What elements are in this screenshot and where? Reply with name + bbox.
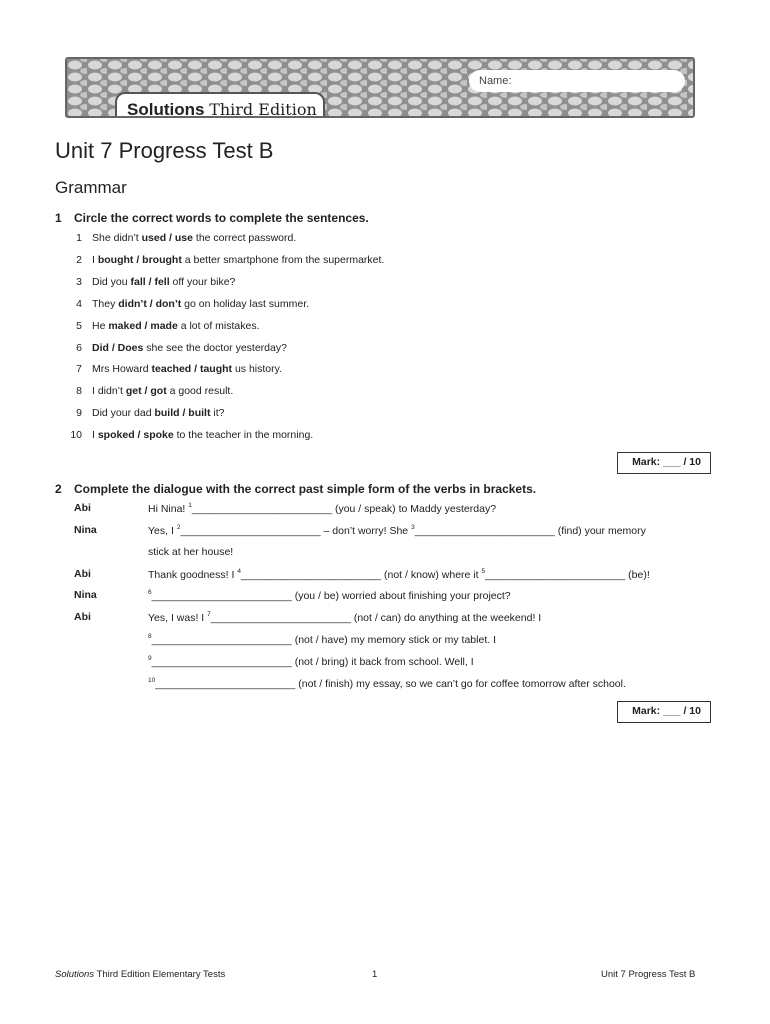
q1-mark: Mark: ___ / 10 xyxy=(632,456,701,468)
item-text-after: she see the doctor yesterday? xyxy=(143,342,287,354)
q1-heading xyxy=(55,211,369,225)
item-number: 10 xyxy=(70,429,82,441)
section-heading: Grammar xyxy=(55,178,127,197)
solutions-logo xyxy=(115,92,325,118)
item-text-before: They xyxy=(92,298,119,310)
gap-number: 5 xyxy=(481,568,486,575)
gap-number: 3 xyxy=(411,524,415,531)
gap-text: ________________________ (not / know) where it xyxy=(240,569,482,581)
gap-number: 6 xyxy=(148,589,152,596)
q2-mark: Mark: ___ / 10 xyxy=(632,705,701,717)
gap-text: ________________________ (you / speak) to Maddy yesterday? xyxy=(191,503,497,515)
q1-item xyxy=(62,320,260,332)
dialogue-line xyxy=(148,524,646,537)
item-number: 7 xyxy=(76,363,82,375)
q1-item xyxy=(62,342,287,354)
gap-number: 9 xyxy=(148,655,152,662)
item-number: 1 xyxy=(76,232,82,244)
item-text-after: a lot of mistakes. xyxy=(177,320,260,332)
dialogue-line xyxy=(148,502,496,515)
speaker-name: Abi xyxy=(74,611,91,623)
footer-left xyxy=(55,969,225,980)
q2-instruction: Complete the dialogue with the correct past simple form of the verbs in brackets. xyxy=(74,482,537,496)
item-text-before: Mrs Howard xyxy=(92,363,152,375)
q1-instruction: Circle the correct words to complete the sentences. xyxy=(74,211,369,225)
logo-rest: Third Edition xyxy=(209,100,317,118)
item-options: Did / Does xyxy=(92,342,144,354)
line-text: stick at her house! xyxy=(148,546,234,558)
item-number: 3 xyxy=(76,276,82,288)
item-number: 9 xyxy=(76,407,82,419)
q1-item xyxy=(62,429,313,441)
item-text-after: us history. xyxy=(232,363,283,375)
gap-text: ________________________ (not / have) my memory stick or my tablet. I xyxy=(151,634,496,646)
q1-item xyxy=(62,276,235,288)
item-number: 8 xyxy=(76,385,82,397)
logo-bold: Solutions xyxy=(127,100,205,118)
dialogue-line xyxy=(148,589,511,602)
gap-text: ________________________ – don’t worry! She xyxy=(180,525,412,537)
q1-number: 1 xyxy=(55,211,62,225)
item-number: 5 xyxy=(76,320,82,332)
footer-series: Solutions xyxy=(55,969,95,980)
q1-item xyxy=(62,232,296,244)
gap-number: 8 xyxy=(148,633,152,640)
item-text-after: a better smartphone from the supermarket. xyxy=(181,254,385,266)
q1-item xyxy=(62,385,233,397)
item-options: used / use xyxy=(141,232,193,244)
gap-text: ________________________ (not / bring) it back from school. Well, I xyxy=(151,656,474,668)
speaker-name: Nina xyxy=(74,524,97,536)
item-text-before: Did you xyxy=(92,276,131,288)
dialogue-line xyxy=(148,633,496,646)
dialogue-line xyxy=(148,546,233,558)
page-title: Unit 7 Progress Test B xyxy=(55,138,274,163)
q2-mark-box xyxy=(617,701,711,723)
item-options: fall / fell xyxy=(130,276,170,288)
item-options: maked / made xyxy=(108,320,178,332)
item-text-after: it? xyxy=(210,407,225,419)
footer-right: Unit 7 Progress Test B xyxy=(601,969,696,980)
item-text-before: I didn’t xyxy=(92,385,126,397)
gap-number: 2 xyxy=(176,524,181,531)
gap-text: ________________________ (not / can) do anything at the weekend! I xyxy=(210,612,542,624)
item-number: 4 xyxy=(76,298,82,310)
name-label: Name: xyxy=(479,75,512,87)
gap-text: ________________________ (find) your memory xyxy=(414,525,646,537)
item-options: bought / brought xyxy=(97,254,182,266)
q1-item xyxy=(62,298,309,310)
q1-item xyxy=(62,407,224,419)
line-text: Yes, I xyxy=(148,525,177,537)
item-options: didn’t / don’t xyxy=(118,298,182,310)
item-text-before: Did your dad xyxy=(92,407,155,419)
header-banner xyxy=(65,57,695,118)
item-number: 6 xyxy=(76,342,82,354)
gap-text: ________________________ (be)! xyxy=(485,569,650,581)
gap-number: 4 xyxy=(237,568,241,575)
item-text-after: go on holiday last summer. xyxy=(181,298,310,310)
item-text-after: the correct password. xyxy=(192,232,297,244)
item-text-after: a good result. xyxy=(166,385,234,397)
dialogue-line xyxy=(148,677,626,690)
item-options: spoked / spoke xyxy=(97,429,174,441)
item-text-before: I xyxy=(92,429,98,441)
line-text: Hi Nina! xyxy=(148,503,189,515)
gap-text: ________________________ (you / be) worried about finishing your project? xyxy=(151,590,511,602)
gap-number: 1 xyxy=(188,502,192,509)
gap-number: 7 xyxy=(207,611,211,618)
name-field[interactable] xyxy=(469,70,685,92)
gap-number: 10 xyxy=(148,677,156,684)
item-options: teached / taught xyxy=(151,363,233,375)
speaker-name: Abi xyxy=(74,568,91,580)
item-options: build / built xyxy=(154,407,211,419)
item-text-after: to the teacher in the morning. xyxy=(173,429,314,441)
speaker-name: Abi xyxy=(74,502,91,514)
dialogue-line xyxy=(148,611,541,624)
item-number: 2 xyxy=(76,254,82,266)
dialogue-line xyxy=(148,655,474,668)
footer-edition: Third Edition Elementary Tests xyxy=(94,969,226,980)
item-options: get / got xyxy=(125,385,167,397)
gap-text: ________________________ (not / finish) my essay, so we can’t go for coffee tomorrow after school. xyxy=(155,678,626,690)
item-text-before: She didn’t xyxy=(92,232,142,244)
q1-item xyxy=(62,363,282,375)
item-text-before: He xyxy=(92,320,109,332)
item-text-before: I xyxy=(92,254,98,266)
dialogue-line xyxy=(148,568,650,581)
page-number: 1 xyxy=(372,969,378,980)
line-text: Thank goodness! I xyxy=(148,569,238,581)
q1-mark-box xyxy=(617,452,711,474)
q1-item xyxy=(62,254,384,266)
item-text-after: off your bike? xyxy=(169,276,236,288)
speaker-name: Nina xyxy=(74,589,97,601)
line-text: Yes, I was! I xyxy=(148,612,208,624)
q2-heading xyxy=(55,482,536,496)
q2-number: 2 xyxy=(55,482,62,496)
